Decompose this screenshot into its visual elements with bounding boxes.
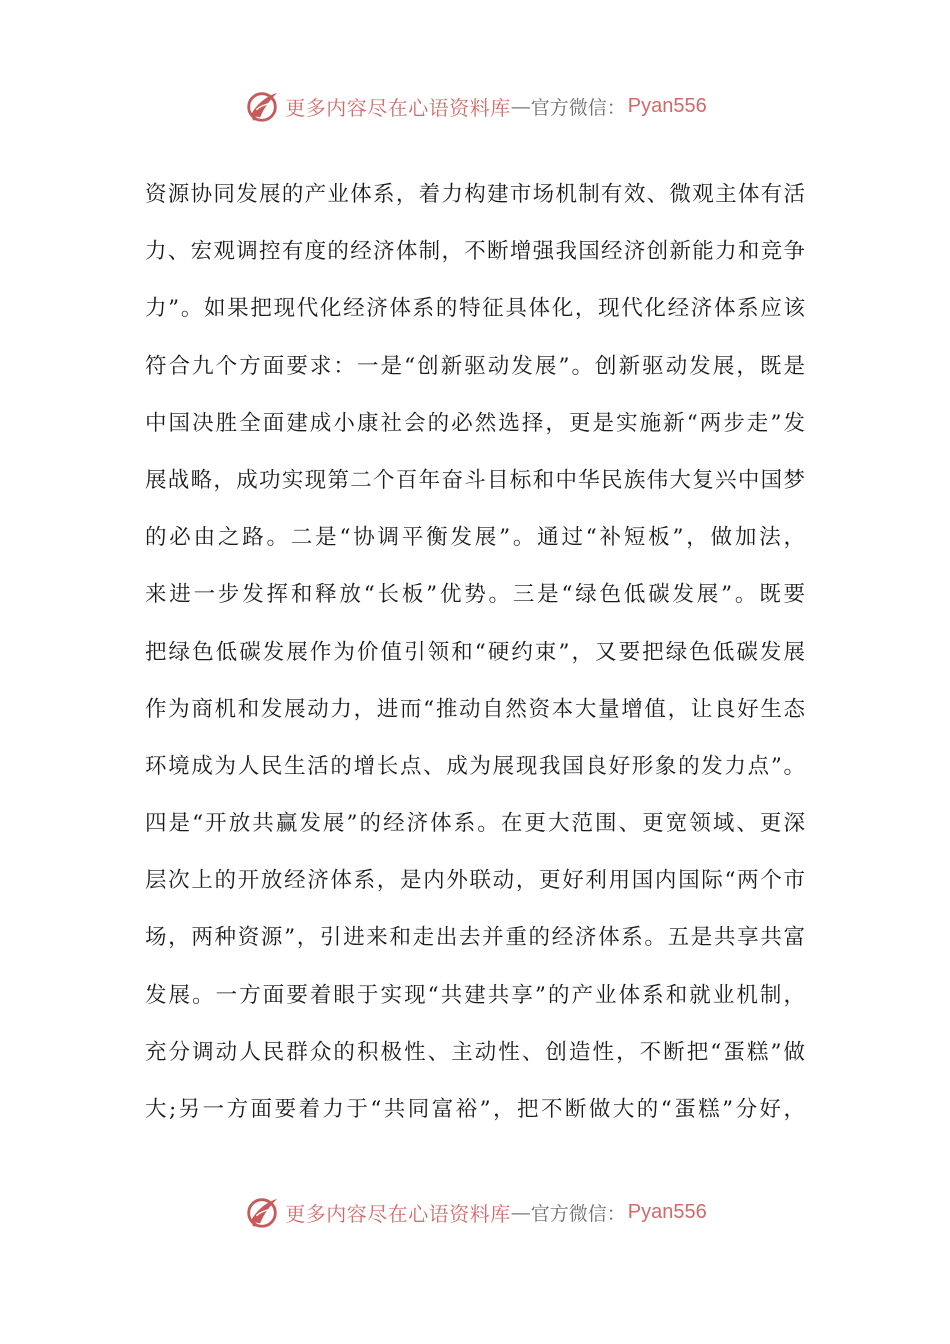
document-body <box>145 172 805 1144</box>
body-line: 的必由之路。二是“协调平衡发展”。通过“补短板”，做加法， <box>145 525 805 551</box>
body-line: 场，两种资源”，引进来和走出去并重的经济体系。五是共享共富 <box>145 925 805 951</box>
footer-dash: — <box>510 1200 531 1224</box>
body-line: 四是“开放共赢发展”的经济体系。在更大范围、更宽领域、更深 <box>145 811 805 837</box>
header-wechat-label: 官方微信： <box>530 96 626 119</box>
brand-logo-icon <box>243 1193 281 1231</box>
header-banner-inner <box>243 87 706 125</box>
footer-banner-inner <box>243 1193 706 1231</box>
body-line: 力”。如果把现代化经济体系的特征具体化，现代化经济体系应该 <box>145 296 805 322</box>
body-line: 力、宏观调控有度的经济体制，不断增强我国经济创新能力和竞争 <box>145 239 805 265</box>
body-line: 中国决胜全面建成小康社会的必然选择，更是实施新“两步走”发 <box>145 410 805 436</box>
header-banner <box>0 84 950 128</box>
body-line: 充分调动人民群众的积极性、主动性、创造性，不断把“蛋糕”做 <box>145 1039 805 1065</box>
header-dash: — <box>510 94 531 118</box>
body-line: 发展。一方面要着眼于实现“共建共享”的产业体系和就业机制， <box>145 982 805 1008</box>
body-line: 环境成为人民生活的增长点、成为展现我国良好形象的发力点”。 <box>145 753 805 779</box>
header-wechat-id: Pyan556 <box>627 94 707 117</box>
body-line: 层次上的开放经济体系，是内外联动，更好利用国内国际“两个市 <box>145 868 805 894</box>
header-brand-text: 更多内容尽在心语资料库 <box>285 95 511 120</box>
brand-logo-icon <box>243 87 281 125</box>
body-line: 符合九个方面要求：一是“创新驱动发展”。创新驱动发展，既是 <box>145 353 805 379</box>
body-line: 把绿色低碳发展作为价值引领和“硬约束”，又要把绿色低碳发展 <box>145 639 805 665</box>
footer-wechat-id: Pyan556 <box>627 1200 707 1223</box>
body-line: 作为商机和发展动力，进而“推动自然资本大量增值，让良好生态 <box>145 696 805 722</box>
body-line: 大;另一方面要着力于“共同富裕”，把不断做大的“蛋糕”分好， <box>145 1097 805 1122</box>
footer-brand-text: 更多内容尽在心语资料库 <box>285 1201 511 1226</box>
footer-banner <box>0 1190 950 1234</box>
body-line: 展战略，成功实现第二个百年奋斗目标和中华民族伟大复兴中国梦 <box>145 467 805 493</box>
body-line: 资源协同发展的产业体系，着力构建市场机制有效、微观主体有活 <box>145 182 805 207</box>
body-line: 来进一步发挥和释放“长板”优势。三是“绿色低碳发展”。既要 <box>145 582 805 608</box>
footer-wechat-label: 官方微信： <box>530 1202 626 1225</box>
